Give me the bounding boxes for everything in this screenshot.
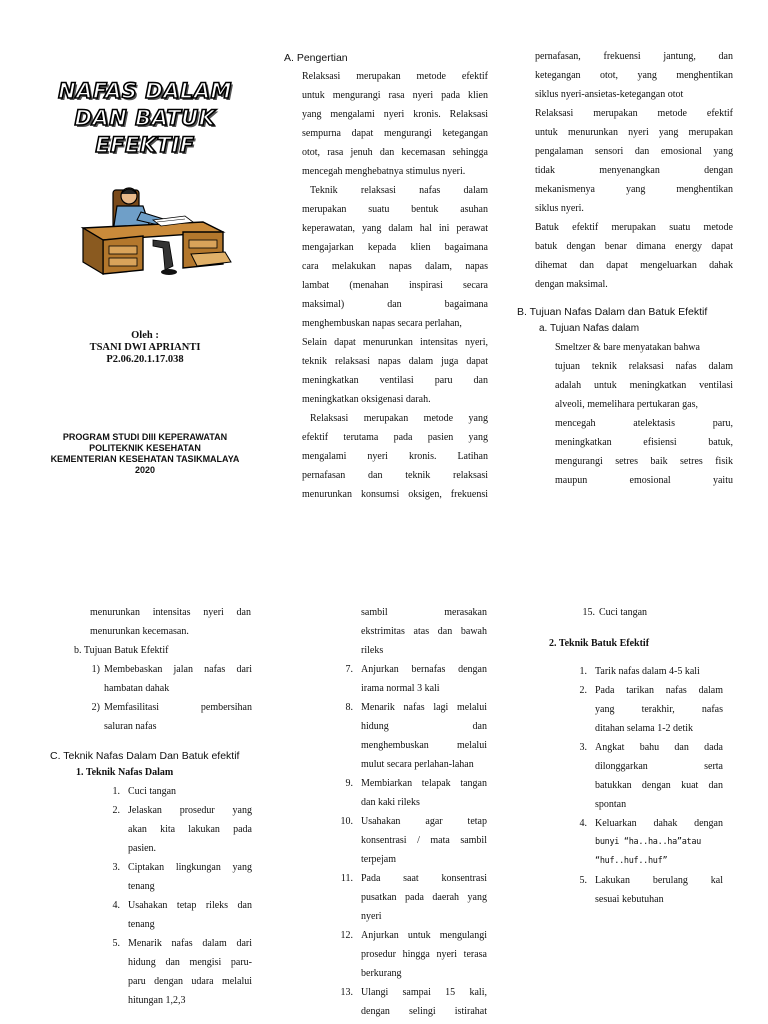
byline-label: Oleh : <box>131 330 159 341</box>
text-line: hambatan dahak <box>104 683 170 694</box>
text-line: alveoli, memelihara pertukaran gas, <box>555 399 698 410</box>
list-item-text <box>120 934 252 1010</box>
text-line: mencegah menghebatnya stimulus nyeri. <box>302 166 466 177</box>
section-c-heading: C. Teknik Nafas Dalam Dan Batuk efektif <box>50 750 240 762</box>
text-line: Batuk efektif merupakan suatu metode <box>535 222 733 233</box>
text-line: Usahakan agar tetap <box>361 816 487 827</box>
text-line: meningkatkan oksigenasi darah. <box>302 394 431 405</box>
text-line: nyeri <box>361 911 382 922</box>
list-number: 4. <box>579 818 587 829</box>
list-item-text <box>587 662 723 681</box>
text-line: rileks <box>361 645 384 656</box>
person-at-desk-clipart <box>73 182 233 282</box>
text-line: dilonggarkan serta <box>595 761 723 772</box>
institution-line: KEMENTERIAN KESEHATAN TASIKMALAYA <box>50 454 240 464</box>
text-line: tenang <box>128 881 155 892</box>
byline <box>20 330 270 366</box>
list-item-text <box>120 801 252 858</box>
text-line: hidung dan mengisi paru- <box>128 957 252 968</box>
text-line: pernafasan dan teknik relaksasi <box>302 470 488 481</box>
list-number: 1. <box>112 786 120 797</box>
text-line: hitungan 1,2,3 <box>128 995 186 1006</box>
text-line: mengalami nyeri kronis. Latihan <box>302 451 488 462</box>
text-line: batuk dengan benar dimana energy dapat <box>535 241 733 252</box>
list-item-text <box>353 926 487 983</box>
text-line: Teknik relaksasi nafas dalam <box>310 185 488 196</box>
list-item-text <box>353 983 487 1021</box>
teknik-batuk-panel <box>549 603 735 909</box>
list-number: 5. <box>579 875 587 886</box>
list-item-text <box>587 681 723 738</box>
text-line: Membiarkan telapak tangan <box>361 778 487 789</box>
text-line: tenang <box>128 919 155 930</box>
text-line: merupakan suatu bentuk asuhan <box>302 204 488 215</box>
text-line: pengalaman sensori dan emosional yang <box>535 146 733 157</box>
text-line: akan kita lakukan pada <box>128 824 252 835</box>
list-item <box>333 926 487 983</box>
text-line: saluran nafas <box>104 721 157 732</box>
list-item <box>579 603 735 622</box>
text-line: otot, rasa jenuh dan kecemasan sehingga <box>302 147 488 158</box>
text-line: Anjurkan bernafas dengan <box>361 664 487 675</box>
text-line: sempurna dapat mengurangi ketegangan <box>302 128 488 139</box>
cover-panel <box>20 60 270 500</box>
text-line: meningkatkan ventilasi paru dan <box>302 375 488 386</box>
text-line: menghembuskan melalui <box>361 740 487 751</box>
text-line: yang mengalami nyeri kronis. Relaksasi <box>302 109 488 120</box>
text-line: berkurang <box>361 968 402 979</box>
text-line: tidak menyenangkan dengan <box>535 165 733 176</box>
text-line: Membebaskan jalan nafas dari <box>104 664 252 675</box>
text-line: untuk mengurangi rasa nyeri pada klien <box>302 90 488 101</box>
text-line: Pada tarikan nafas dalam <box>595 685 723 696</box>
text-line: Usahakan tetap rileks dan <box>128 900 252 911</box>
list-number: 11. <box>340 873 353 884</box>
text-line: mencegah atelektasis paru, <box>555 418 733 429</box>
text-line: menurunkan konsumsi oksigen, frekuensi <box>302 489 488 500</box>
cover-title-line: DAN BATUK <box>74 106 216 130</box>
text-line: pernafasan, frekuensi jantung, dan <box>535 51 733 62</box>
text-line: Jelaskan prosedur yang <box>128 805 252 816</box>
list-number: 5. <box>112 938 120 949</box>
institution-line: POLITEKNIK KESEHATAN <box>89 443 201 453</box>
text-line: cara melakukan napas dalam, napas <box>302 261 488 272</box>
author-name: TSANI DWI APRIANTI <box>89 342 201 353</box>
text-line: Cuci tangan <box>128 786 177 797</box>
list-number: 4. <box>112 900 120 911</box>
teknik-nafas-panel <box>50 603 260 1010</box>
text-line: siklus nyeri. <box>535 203 584 214</box>
text-line: mengajarkan kepada klien bagaimana <box>302 242 488 253</box>
list-item-text <box>595 603 735 622</box>
text-line: paru dengan udara melalui <box>128 976 252 987</box>
list-item <box>333 812 487 869</box>
text-line: Anjurkan untuk mengulangi <box>361 930 487 941</box>
list-item-text <box>353 660 487 698</box>
institution-block <box>20 432 270 476</box>
text-line: maupun emosional yaitu <box>555 475 733 486</box>
text-line: tujuan teknik relaksasi nafas dalam <box>555 361 733 372</box>
text-line: sambil merasakan <box>361 607 487 618</box>
list-item <box>333 774 487 812</box>
text-line: terpejam <box>361 854 396 865</box>
list-item-text <box>120 782 252 801</box>
section-a-panel <box>284 50 488 504</box>
text-line: Relaksasi merupakan metode efektif <box>302 71 488 82</box>
tujuan-batuk-list <box>86 660 252 736</box>
text-line: Relaksasi merupakan metode efektif <box>535 108 733 119</box>
text-line: adalah untuk meningkatkan ventilasi <box>555 380 733 391</box>
text-line: Menarik nafas lagi melalui <box>361 702 487 713</box>
sub-heading-b: b. Tujuan Batuk Efektif <box>74 645 169 656</box>
text-line: Angkat bahu dan dada <box>595 742 723 753</box>
text-line: pusatkan pada daerah yang <box>361 892 487 903</box>
text-line: mekanismenya yang menghentikan <box>535 184 733 195</box>
text-line: mengurangi setres baik setres fisik <box>555 456 733 467</box>
cover-title-line: NAFAS DALAM <box>58 79 232 103</box>
text-line: maksimal) dan bagaimana <box>302 299 488 310</box>
list-item <box>333 660 487 698</box>
text-line: dan kaki rileks <box>361 797 420 808</box>
list-number: 3. <box>579 742 587 753</box>
list-item <box>86 660 252 698</box>
text-line: Smeltzer & bare menyatakan bahwa <box>555 342 700 353</box>
tujuan-continued <box>90 603 251 641</box>
cover-title <box>20 78 270 159</box>
list-number: 1. <box>579 666 587 677</box>
text-line: efektif terutama pada pasien yang <box>302 432 488 443</box>
text-line: Pada saat konsentrasi <box>361 873 487 884</box>
author-nim: P2.06.20.1.17.038 <box>106 354 184 365</box>
list-item <box>102 896 252 934</box>
text-line: hidung dan <box>361 721 487 732</box>
text-line: bunyi “ha..ha..ha”atau <box>595 837 701 847</box>
list-item <box>102 934 252 1010</box>
text-line: yang terakhir, nafas <box>595 704 723 715</box>
list-item <box>569 662 723 681</box>
sub-heading-a: a. Tujuan Nafas dalam <box>539 323 640 334</box>
text-line: dengan selingi istirahat <box>361 1006 487 1017</box>
text-line: “huf..huf..huf” <box>595 856 668 866</box>
list-item-text <box>120 858 252 896</box>
text-line: Keluarkan dahak dengan <box>595 818 723 829</box>
text-line: Cuci tangan <box>599 607 648 618</box>
section-a-heading: A. Pengertian <box>284 52 348 64</box>
text-line: konsentrasi / mata sambil <box>361 835 487 846</box>
list-item <box>333 698 487 774</box>
list-item-text <box>100 660 252 698</box>
text-line: menghembuskan napas secara perlahan, <box>302 318 462 329</box>
text-line: Menarik nafas dalam dari <box>128 938 252 949</box>
text-line: Lakukan berulang kal <box>595 875 723 886</box>
list-number: 1) <box>91 664 100 675</box>
list-number: 3. <box>112 862 120 873</box>
text-line: keperawatan, yang dalam hal ini perawat <box>302 223 488 234</box>
text-line: menurunkan kecemasan. <box>90 626 189 637</box>
institution-line: PROGRAM STUDI DIII KEPERAWATAN <box>62 432 228 442</box>
list-item-text <box>587 871 723 909</box>
list-number: 12. <box>340 930 353 941</box>
text-line: dengan maksimal. <box>535 279 608 290</box>
text-line: Ciptakan lingkungan yang <box>128 862 252 873</box>
sub-heading-1: 1. Teknik Nafas Dalam <box>76 767 174 778</box>
tujuan-nafas-body <box>555 338 733 490</box>
text-line: spontan <box>595 799 627 810</box>
list-number: 13. <box>340 987 353 998</box>
institution-line: 2020 <box>134 465 156 475</box>
nafas-dalam-steps <box>102 782 252 1010</box>
sub-heading-2: 2. Teknik Batuk Efektif <box>549 638 650 649</box>
list-number: 10. <box>340 816 353 827</box>
list-number: 2. <box>579 685 587 696</box>
text-line: ekstrimitas atas dan bawah <box>361 626 487 637</box>
teknik-nafas-continued-panel <box>333 603 493 1021</box>
cover-title-line: EFEKTIF <box>95 133 195 157</box>
text-line: prosedur hingga nyeri terasa <box>361 949 487 960</box>
text-line: menurunkan intensitas nyeri dan <box>90 607 251 618</box>
list-item <box>102 801 252 858</box>
text-line: Memfasilitasi pembersihan <box>104 702 252 713</box>
section-b-heading: B. Tujuan Nafas Dalam dan Batuk Efektif <box>517 306 708 318</box>
list-item-text <box>353 869 487 926</box>
list-item <box>569 738 723 814</box>
list-item-text <box>100 698 252 736</box>
section-a-body <box>302 67 488 504</box>
nafas-dalam-steps-continued <box>333 660 487 1021</box>
list-item <box>102 782 252 801</box>
text-line: ditahan selama 1-2 detik <box>595 723 694 734</box>
text-line: siklus nyeri-ansietas-ketegangan otot <box>535 89 684 100</box>
list-number: 2) <box>91 702 100 713</box>
list-item <box>569 681 723 738</box>
text-line: Relaksasi merupakan metode yang <box>310 413 488 424</box>
text-line: Selain dapat menurunkan intensitas nyeri, <box>302 337 488 348</box>
text-line: sesuai kebutuhan <box>595 894 664 905</box>
list-item-text <box>120 896 252 934</box>
text-line: mulut secara perlahan-lahan <box>361 759 474 770</box>
list-number: 15. <box>582 607 595 618</box>
text-line: dihemat dan dapat mengeluarkan dahak <box>535 260 733 271</box>
text-line: irama normal 3 kali <box>361 683 440 694</box>
tujuan-panel <box>517 47 733 490</box>
text-line: Ulangi sampai 15 kali, <box>361 987 487 998</box>
text-line: untuk menurunkan nyeri yang merupakan <box>535 127 733 138</box>
list-item-text <box>353 812 487 869</box>
list-item-text <box>353 698 487 774</box>
text-line: Tarik nafas dalam 4-5 kali <box>595 666 700 677</box>
list-number: 7. <box>345 664 353 675</box>
list-item <box>102 858 252 896</box>
list-item <box>569 871 723 909</box>
step-6-continued <box>361 603 487 660</box>
text-line: batukkan dengan kuat dan <box>595 780 723 791</box>
list-item <box>333 983 487 1021</box>
list-number: 9. <box>345 778 353 789</box>
list-item <box>86 698 252 736</box>
text-line: pasien. <box>128 843 157 854</box>
text-line: lambat (menahan inspirasi secara <box>302 280 488 291</box>
text-line: teknik relaksasi napas dalam juga dapat <box>302 356 488 367</box>
list-number: 8. <box>345 702 353 713</box>
list-item-text <box>587 814 723 871</box>
batuk-efektif-steps <box>569 662 723 909</box>
list-item <box>569 814 723 871</box>
text-line: ketegangan otot, yang menghentikan <box>535 70 733 81</box>
section-a-continued <box>535 47 733 294</box>
list-number: 2. <box>112 805 120 816</box>
list-item <box>333 869 487 926</box>
list-item-text <box>353 774 487 812</box>
text-line: meningkatkan efisiensi batuk, <box>555 437 733 448</box>
list-item-text <box>587 738 723 814</box>
